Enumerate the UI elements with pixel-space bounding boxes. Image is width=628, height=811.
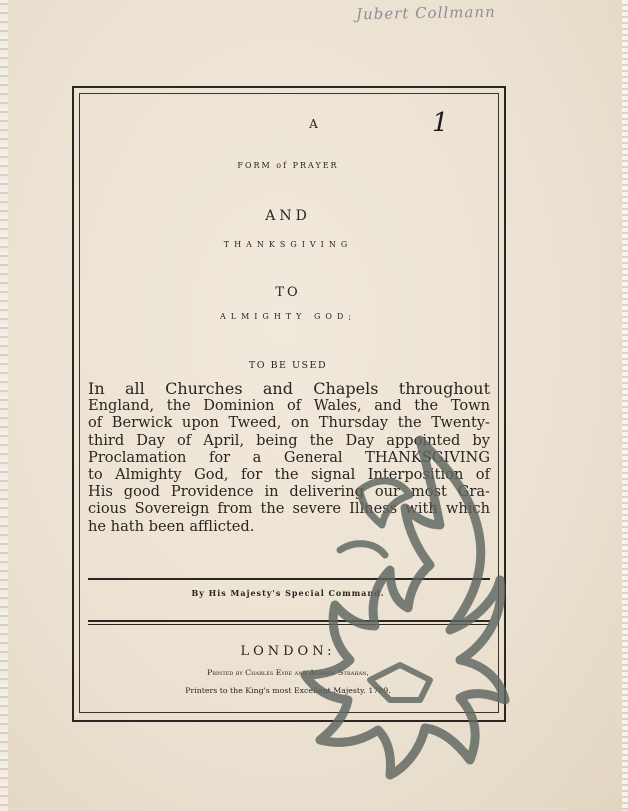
body-line: to Almighty God, for the signal Interposition of — [88, 466, 490, 484]
imprint-printed-line: Printed by Charles Eyre and Andrew Strahan, — [206, 668, 370, 677]
title-to-be-used: TO BE USED — [248, 360, 328, 371]
handwritten-page-number: 1 — [432, 108, 449, 138]
imprint-printers-line: Printers to the King's most Excellent Majesty. 1789. — [185, 686, 391, 695]
title-almighty-god: ALMIGHTY GOD; — [219, 312, 357, 321]
title-article: A — [309, 117, 319, 131]
title-main: FORM of PRAYER — [237, 161, 339, 170]
body-line: he hath been afflicted. — [88, 517, 255, 535]
body-line: third Day of April, being the Day appointed by — [88, 431, 490, 449]
body-line: Proclamation for a General THANKSGIVING — [88, 448, 490, 466]
title-to: TO — [275, 285, 301, 300]
body-line: of Berwick upon Tweed, on Thursday the Twenty- — [88, 414, 490, 432]
command-line: By His Majesty's Special Command. — [191, 588, 385, 598]
title-and: AND — [265, 208, 311, 224]
body-line: His good Providence in delivering our most Gra- — [88, 483, 490, 501]
imprint-city: LONDON: — [240, 644, 336, 659]
body-line: In all Churches and Chapels throughout — [88, 379, 490, 398]
title-thanksgiving: THANKSGIVING — [223, 240, 353, 249]
body-line: cious Sovereign from the severe Illness with which — [88, 500, 490, 518]
eagle-stamp-icon — [300, 430, 510, 780]
handwritten-signature: Jubert Collmann — [355, 2, 496, 24]
body-line: England, the Dominion of Wales, and the Town — [88, 397, 490, 415]
